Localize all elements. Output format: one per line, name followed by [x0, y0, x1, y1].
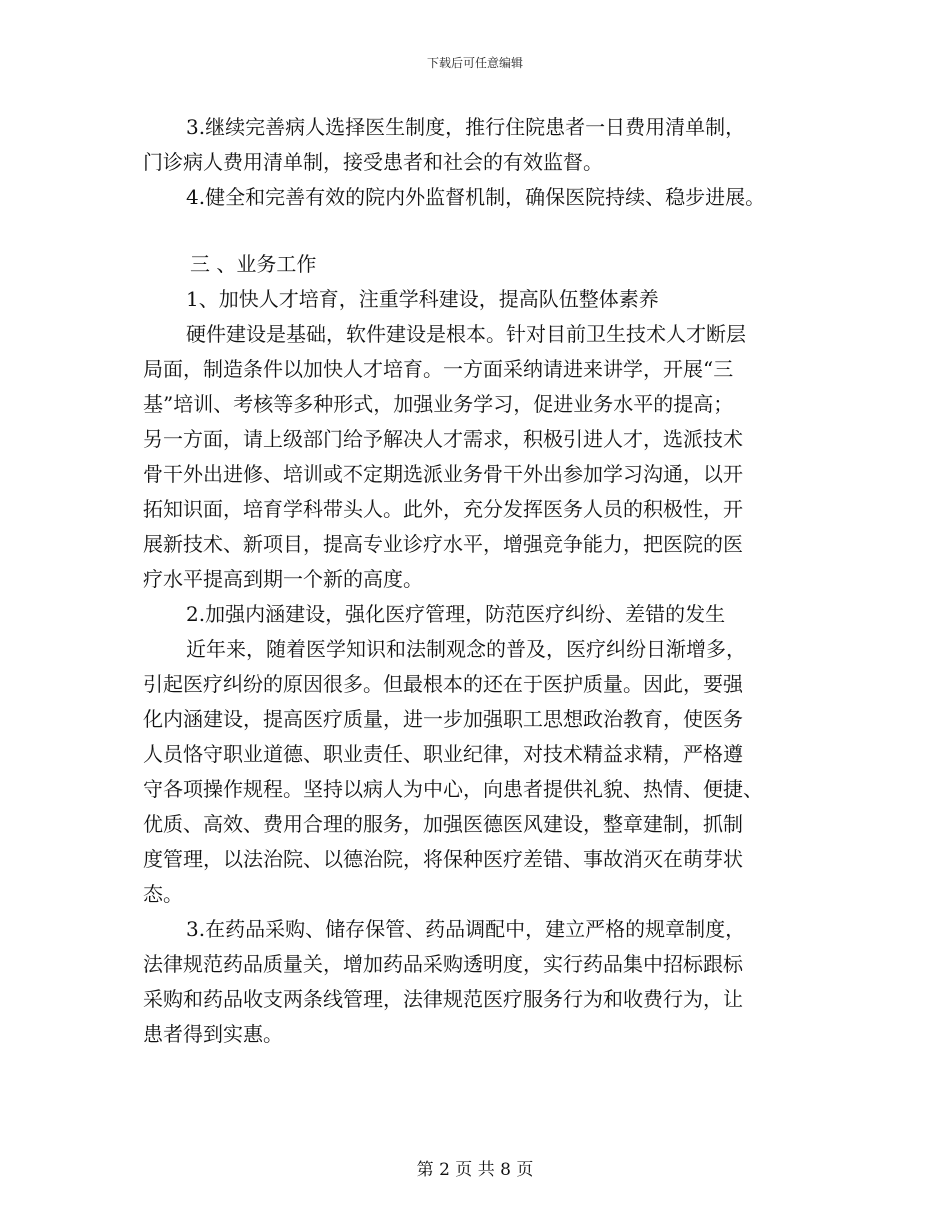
paragraph-line: 患者得到实惠。: [143, 1022, 283, 1046]
paragraph-line: 展新技术、新项目，提高专业诊疗水平，增强竞争能力，把医院的医: [143, 532, 743, 556]
paragraph-line: 采购和药品收支两条线管理，法律规范医疗服务行为和收费行为，让: [143, 987, 743, 1011]
paragraph-line: 疗水平提高到期一个新的高度。: [143, 567, 423, 591]
section-heading: 三 、业务工作: [190, 252, 317, 276]
blank-line: [143, 215, 811, 247]
page-header: 下载后可任意编辑: [426, 56, 523, 70]
subsection-heading: 1、加快人才培育，注重学科建设，提高队伍整体素养: [186, 287, 659, 311]
paragraph-line: 硬件建设是基础，软件建设是根本。针对目前卫生技术人才断层: [186, 322, 746, 346]
subsection-heading: 2.加强内涵建设，强化医疗管理，防范医疗纠纷、差错的发生: [186, 602, 726, 626]
paragraph-line: 近年来，随着医学知识和法制观念的普及，医疗纠纷日渐增多，: [186, 637, 746, 661]
paragraph-line: 化内涵建设，提高医疗质量，进一步加强职工思想政治教育，使医务: [143, 707, 743, 731]
paragraph-line: 局面，制造条件以加快人才培育。一方面采纳请进来讲学，开展“三: [143, 357, 734, 381]
paragraph-line: 人员恪守职业道德、职业责任、职业纪律，对技术精益求精，严格遵: [143, 742, 743, 766]
paragraph-line: 法律规范药品质量关，增加药品采购透明度，实行药品集中招标跟标: [143, 952, 743, 976]
paragraph-line: 态。: [143, 882, 183, 906]
paragraph-line: 引起医疗纠纷的原因很多。但最根本的还在于医护质量。因此，要强: [143, 672, 743, 696]
paragraph-line: 骨干外出进修、培训或不定期选派业务骨干外出参加学习沟通，以开: [143, 462, 743, 486]
paragraph-line: 3.继续完善病人选择医生制度，推行住院患者一日费用清单制，: [186, 115, 746, 139]
paragraph-line: 守各项操作规程。坚持以病人为中心，向患者提供礼貌、热情、便捷、: [143, 777, 763, 801]
paragraph-line: 3.在药品采购、储存保管、药品调配中，建立严格的规章制度，: [186, 917, 746, 941]
paragraph-line: 拓知识面，培育学科带头人。此外，充分发挥医务人员的积极性，开: [143, 497, 743, 521]
page-footer: 第 2 页 共 8 页: [416, 1160, 534, 1180]
paragraph-line: 门诊病人费用清单制，接受患者和社会的有效监督。: [143, 150, 603, 174]
paragraph-line: 4.健全和完善有效的院内外监督机制，确保医院持续、稳步进展。: [186, 185, 766, 209]
paragraph-line: 度管理，以法治院、以德治院，将保种医疗差错、事故消灭在萌芽状: [143, 847, 743, 871]
paragraph-line: 优质、高效、费用合理的服务，加强医德医风建设，整章建制，抓制: [143, 812, 743, 836]
paragraph-line: 另一方面，请上级部门给予解决人才需求，积极引进人才，选派技术: [143, 427, 743, 451]
paragraph-line: 基”培训、考核等多种形式，加强业务学习，促进业务水平的提高；: [143, 392, 734, 416]
document-body: [143, 110, 811, 1052]
